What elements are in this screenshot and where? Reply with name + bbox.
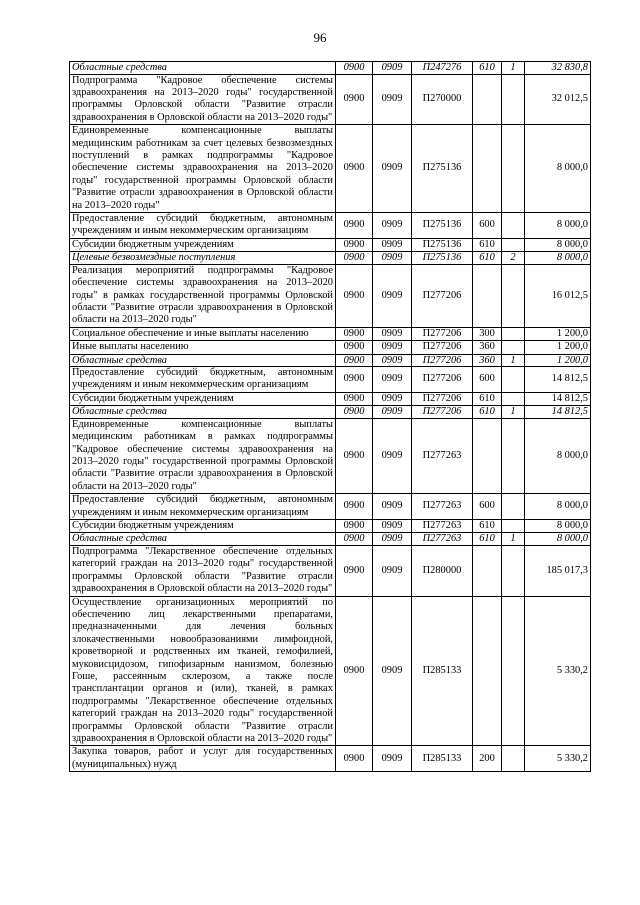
expense-type-code-cell: 610 xyxy=(473,62,502,75)
expense-type-code-cell xyxy=(473,125,502,213)
subsection-code-cell: 0909 xyxy=(373,367,412,393)
row-name-cell: Предоставление субсидий бюджетным, автономным учреждениям и иным некоммерческим организациям xyxy=(70,367,336,393)
subsection-code-cell: 0909 xyxy=(373,418,412,493)
row-name-cell: Осуществление организационных мероприятий по обеспечению лиц лекарственными препаратами, предназначенными для лечения больных злокачественными новообразованиями лимфоидной, кроветворной и родственных им тканей, гемофилией, муковисцидозом, гипофизарным нанизмом, болезнью Гоше, рассеянным склерозом, а также после трансплантации органов и (или), тканей, в рамках подпрограммы "Лекарственное обеспечение отдельных категорий граждан на 2013–2020 годы" государственной программы Орловской области "Развитие отрасли здравоохранения в Орловской области на 2013–2020 годы" xyxy=(70,596,336,746)
expense-type-code-cell: 200 xyxy=(473,746,502,772)
funding-source-code-cell xyxy=(502,545,525,596)
funding-source-code-cell xyxy=(502,746,525,772)
row-name-cell: Реализация мероприятий подпрограммы "Кадровое обеспечение системы здравоохранения на 2013–2020 годы" в рамках государственной программы Орловской области "Развитие отрасли здравоохранения в Орловской области на 2013–2020 годы" xyxy=(70,264,336,327)
subsection-code-cell: 0909 xyxy=(373,494,412,520)
row-name-cell: Единовременные компенсационные выплаты медицинским работникам в рамках подпрограммы "Кадровое обеспечение системы здравоохранения на 2013–2020 годы" государственной программы Орловской области "Развитие отрасли здравоохранения в Орловской области на 2013–2020 годы" xyxy=(70,418,336,493)
subsection-code-cell: 0909 xyxy=(373,596,412,746)
expense-type-code-cell xyxy=(473,264,502,327)
target-article-code-cell: П277263 xyxy=(412,494,473,520)
target-article-code-cell: П277263 xyxy=(412,418,473,493)
target-article-code-cell: П277263 xyxy=(412,533,473,546)
funding-source-code-cell: 1 xyxy=(502,533,525,546)
amount-cell: 8 000,0 xyxy=(525,252,591,265)
amount-cell: 185 017,3 xyxy=(525,545,591,596)
target-article-code-cell: П277206 xyxy=(412,392,473,405)
amount-cell: 8 000,0 xyxy=(525,520,591,533)
funding-source-code-cell xyxy=(502,212,525,238)
expense-type-code-cell xyxy=(473,418,502,493)
chapter-code-cell: 0900 xyxy=(336,74,373,125)
table-row xyxy=(70,212,591,238)
subsection-code-cell: 0909 xyxy=(373,341,412,354)
funding-source-code-cell xyxy=(502,392,525,405)
table-row xyxy=(70,418,591,493)
target-article-code-cell: П275136 xyxy=(412,252,473,265)
chapter-code-cell: 0900 xyxy=(336,62,373,75)
subsection-code-cell: 0909 xyxy=(373,238,412,251)
amount-cell: 32 012,5 xyxy=(525,74,591,125)
row-name-cell: Областные средства xyxy=(70,406,336,419)
subsection-code-cell: 0909 xyxy=(373,74,412,125)
amount-cell: 14 812,5 xyxy=(525,406,591,419)
expense-type-code-cell: 360 xyxy=(473,354,502,367)
chapter-code-cell: 0900 xyxy=(336,341,373,354)
row-name-cell: Социальное обеспечение и иные выплаты населению xyxy=(70,327,336,340)
expense-type-code-cell: 600 xyxy=(473,212,502,238)
expense-type-code-cell: 360 xyxy=(473,341,502,354)
chapter-code-cell: 0900 xyxy=(336,418,373,493)
expense-type-code-cell: 300 xyxy=(473,327,502,340)
funding-source-code-cell xyxy=(502,125,525,213)
chapter-code-cell: 0900 xyxy=(336,406,373,419)
target-article-code-cell: П277206 xyxy=(412,327,473,340)
amount-cell: 5 330,2 xyxy=(525,596,591,746)
amount-cell: 8 000,0 xyxy=(525,533,591,546)
row-name-cell: Субсидии бюджетным учреждениям xyxy=(70,392,336,405)
budget-table xyxy=(69,61,591,772)
target-article-code-cell: П277206 xyxy=(412,341,473,354)
expense-type-code-cell: 610 xyxy=(473,406,502,419)
table-row xyxy=(70,252,591,265)
amount-cell: 14 812,5 xyxy=(525,392,591,405)
funding-source-code-cell xyxy=(502,74,525,125)
funding-source-code-cell: 1 xyxy=(502,406,525,419)
funding-source-code-cell: 2 xyxy=(502,252,525,265)
row-name-cell: Предоставление субсидий бюджетным, автономным учреждениям и иным некоммерческим организациям xyxy=(70,494,336,520)
chapter-code-cell: 0900 xyxy=(336,354,373,367)
target-article-code-cell: П275136 xyxy=(412,125,473,213)
chapter-code-cell: 0900 xyxy=(336,746,373,772)
chapter-code-cell: 0900 xyxy=(336,494,373,520)
table-row xyxy=(70,367,591,393)
page-number: 96 xyxy=(313,30,327,45)
funding-source-code-cell: 1 xyxy=(502,354,525,367)
target-article-code-cell: П285133 xyxy=(412,746,473,772)
funding-source-code-cell: 1 xyxy=(502,62,525,75)
subsection-code-cell: 0909 xyxy=(373,252,412,265)
table-row xyxy=(70,327,591,340)
target-article-code-cell: П247276 xyxy=(412,62,473,75)
target-article-code-cell: П277206 xyxy=(412,354,473,367)
table-row xyxy=(70,238,591,251)
row-name-cell: Целевые безвозмездные поступления xyxy=(70,252,336,265)
amount-cell: 32 830,8 xyxy=(525,62,591,75)
row-name-cell: Подпрограмма "Кадровое обеспечение системы здравоохранения на 2013–2020 годы" государственной программы Орловской области "Развитие отрасли здравоохранения в Орловской области на 2013–2020 годы" xyxy=(70,74,336,125)
target-article-code-cell: П277206 xyxy=(412,367,473,393)
table-row xyxy=(70,62,591,75)
subsection-code-cell: 0909 xyxy=(373,354,412,367)
amount-cell: 16 012,5 xyxy=(525,264,591,327)
row-name-cell: Единовременные компенсационные выплаты медицинским работникам за счет целевых безвозмездных поступлений в рамках подпрограммы "Кадровое обеспечение системы здравоохранения на 2013–2020 годы" государственной программы Орловской области "Развитие отрасли здравоохранения в Орловской области на 2013–2020 годы" xyxy=(70,125,336,213)
table-row xyxy=(70,74,591,125)
funding-source-code-cell xyxy=(502,264,525,327)
expense-type-code-cell: 610 xyxy=(473,392,502,405)
funding-source-code-cell xyxy=(502,418,525,493)
subsection-code-cell: 0909 xyxy=(373,406,412,419)
table-row xyxy=(70,392,591,405)
expense-type-code-cell: 600 xyxy=(473,367,502,393)
chapter-code-cell: 0900 xyxy=(336,212,373,238)
target-article-code-cell: П277206 xyxy=(412,406,473,419)
subsection-code-cell: 0909 xyxy=(373,327,412,340)
funding-source-code-cell xyxy=(502,238,525,251)
row-name-cell: Областные средства xyxy=(70,533,336,546)
subsection-code-cell: 0909 xyxy=(373,212,412,238)
chapter-code-cell: 0900 xyxy=(336,238,373,251)
table-row xyxy=(70,354,591,367)
expense-type-code-cell: 610 xyxy=(473,533,502,546)
target-article-code-cell: П285133 xyxy=(412,596,473,746)
subsection-code-cell: 0909 xyxy=(373,264,412,327)
table-row xyxy=(70,264,591,327)
target-article-code-cell: П277206 xyxy=(412,264,473,327)
subsection-code-cell: 0909 xyxy=(373,746,412,772)
table-row xyxy=(70,746,591,772)
amount-cell: 1 200,0 xyxy=(525,354,591,367)
target-article-code-cell: П275136 xyxy=(412,238,473,251)
expense-type-code-cell: 610 xyxy=(473,238,502,251)
table-row xyxy=(70,494,591,520)
chapter-code-cell: 0900 xyxy=(336,367,373,393)
subsection-code-cell: 0909 xyxy=(373,533,412,546)
funding-source-code-cell xyxy=(502,327,525,340)
amount-cell: 8 000,0 xyxy=(525,125,591,213)
amount-cell: 5 330,2 xyxy=(525,746,591,772)
target-article-code-cell: П270000 xyxy=(412,74,473,125)
amount-cell: 1 200,0 xyxy=(525,327,591,340)
amount-cell: 1 200,0 xyxy=(525,341,591,354)
subsection-code-cell: 0909 xyxy=(373,62,412,75)
funding-source-code-cell xyxy=(502,494,525,520)
row-name-cell: Субсидии бюджетным учреждениям xyxy=(70,520,336,533)
table-row xyxy=(70,520,591,533)
target-article-code-cell: П275136 xyxy=(412,212,473,238)
row-name-cell: Иные выплаты населению xyxy=(70,341,336,354)
funding-source-code-cell xyxy=(502,596,525,746)
row-name-cell: Закупка товаров, работ и услуг для государственных (муниципальных) нужд xyxy=(70,746,336,772)
chapter-code-cell: 0900 xyxy=(336,327,373,340)
row-name-cell: Субсидии бюджетным учреждениям xyxy=(70,238,336,251)
target-article-code-cell: П280000 xyxy=(412,545,473,596)
chapter-code-cell: 0900 xyxy=(336,125,373,213)
funding-source-code-cell xyxy=(502,520,525,533)
amount-cell: 14 812,5 xyxy=(525,367,591,393)
chapter-code-cell: 0900 xyxy=(336,264,373,327)
table-row xyxy=(70,596,591,746)
amount-cell: 8 000,0 xyxy=(525,494,591,520)
chapter-code-cell: 0900 xyxy=(336,392,373,405)
expense-type-code-cell: 610 xyxy=(473,520,502,533)
funding-source-code-cell xyxy=(502,367,525,393)
target-article-code-cell: П277263 xyxy=(412,520,473,533)
subsection-code-cell: 0909 xyxy=(373,125,412,213)
row-name-cell: Предоставление субсидий бюджетным, автономным учреждениям и иным некоммерческим организациям xyxy=(70,212,336,238)
table-row xyxy=(70,533,591,546)
chapter-code-cell: 0900 xyxy=(336,596,373,746)
expense-type-code-cell: 610 xyxy=(473,252,502,265)
chapter-code-cell: 0900 xyxy=(336,252,373,265)
row-name-cell: Подпрограмма "Лекарственное обеспечение отдельных категорий граждан на 2013–2020 годы" государственной программы Орловской области "Развитие отрасли здравоохранения в Орловской области на 2013–2020 годы" xyxy=(70,545,336,596)
expense-type-code-cell xyxy=(473,596,502,746)
table-row xyxy=(70,341,591,354)
expense-type-code-cell xyxy=(473,545,502,596)
chapter-code-cell: 0900 xyxy=(336,533,373,546)
row-name-cell: Областные средства xyxy=(70,354,336,367)
chapter-code-cell: 0900 xyxy=(336,520,373,533)
funding-source-code-cell xyxy=(502,341,525,354)
subsection-code-cell: 0909 xyxy=(373,545,412,596)
row-name-cell: Областные средства xyxy=(70,62,336,75)
chapter-code-cell: 0900 xyxy=(336,545,373,596)
table-body xyxy=(70,62,591,772)
table-row xyxy=(70,125,591,213)
table-row xyxy=(70,545,591,596)
expense-type-code-cell xyxy=(473,74,502,125)
table-row xyxy=(70,406,591,419)
expense-type-code-cell: 600 xyxy=(473,494,502,520)
subsection-code-cell: 0909 xyxy=(373,392,412,405)
subsection-code-cell: 0909 xyxy=(373,520,412,533)
amount-cell: 8 000,0 xyxy=(525,212,591,238)
amount-cell: 8 000,0 xyxy=(525,238,591,251)
amount-cell: 8 000,0 xyxy=(525,418,591,493)
